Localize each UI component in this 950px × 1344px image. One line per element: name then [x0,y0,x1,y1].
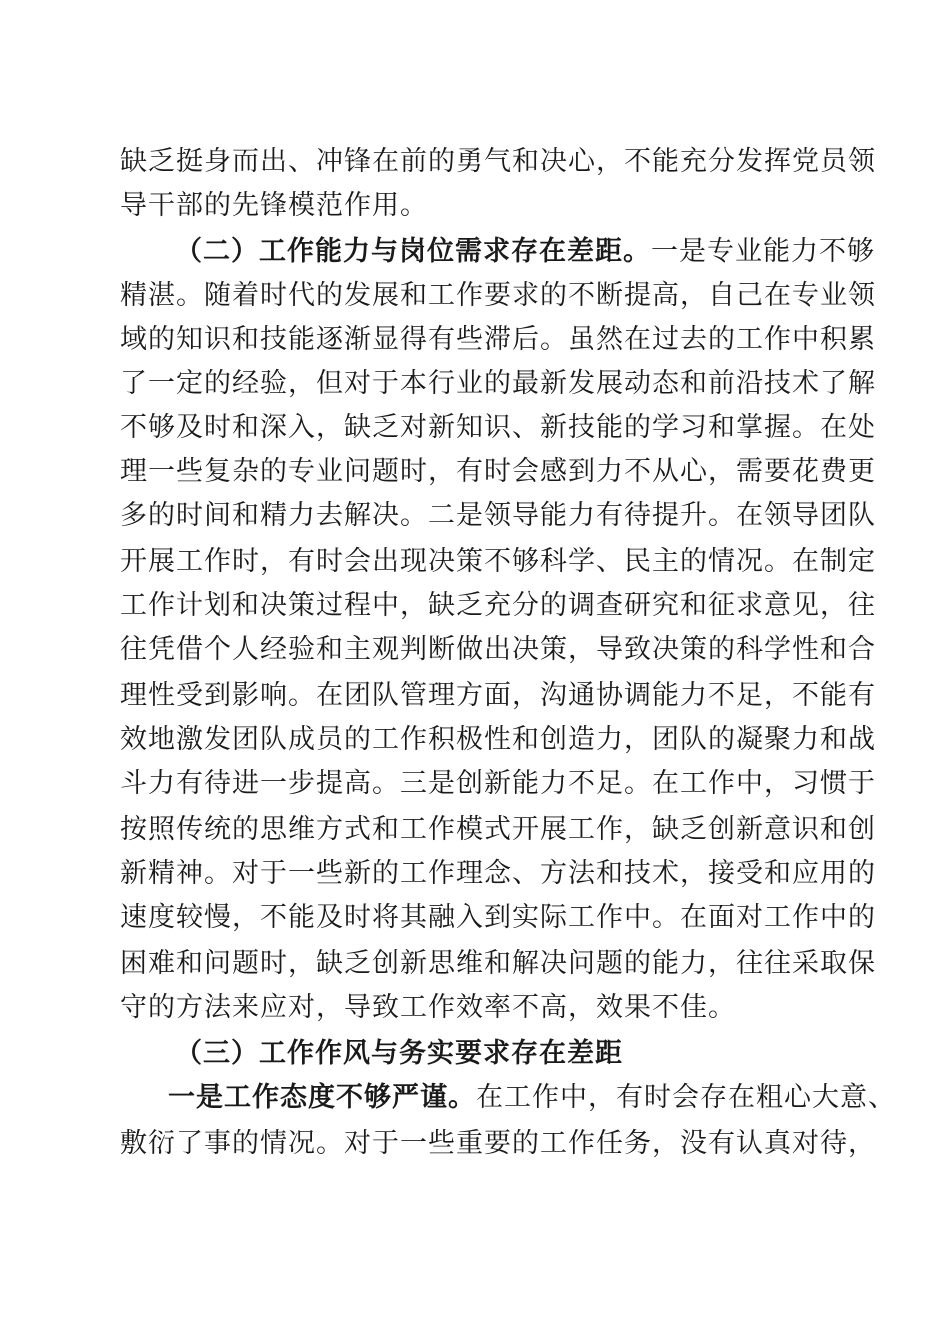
paragraph-line: 了一定的经验，但对于本行业的最新发展动态和前沿技术了解 [120,368,876,399]
paragraph-line: 缺乏挺身而出、冲锋在前的勇气和决心，不能充分发挥党员领 [120,146,876,177]
paragraph-line: 速度较慢，不能及时将其融入到实际工作中。在面对工作中的 [120,902,876,933]
section-2-heading: （二）工作能力与岗位需求存在差距。 [175,236,651,267]
paragraph-line: 理性受到影响。在团队管理方面，沟通协调能力不足，不能有 [120,680,876,711]
paragraph-line: 导干部的先锋模范作用。 [120,190,428,221]
paragraph-line: 不够及时和深入，缺乏对新知识、新技能的学习和掌握。在处 [120,412,876,443]
section-2-lead-text: 一是专业能力不够 [651,236,875,267]
paragraph-line: 新精神。对于一些新的工作理念、方法和技术，接受和应用的 [120,858,876,889]
paragraph-line: 困难和问题时，缺乏创新思维和解决问题的能力，往往采取保 [120,948,876,979]
paragraph-line: 守的方法来应对，导致工作效率不高，效果不佳。 [120,992,736,1023]
paragraph-line: 理一些复杂的专业问题时，有时会感到力不从心，需要花费更 [120,456,876,487]
paragraph-line: 往凭借个人经验和主观判断做出决策，导致决策的科学性和合 [120,634,876,665]
section-3-lead: 一是工作态度不够严谨。 [168,1082,476,1113]
paragraph-line: 精湛。随着时代的发展和工作要求的不断提高，自己在专业领 [120,280,876,311]
paragraph-line: 按照传统的思维方式和工作模式开展工作，缺乏创新意识和创 [120,814,876,845]
section-2-first-line [175,230,875,274]
paragraph-line: 域的知识和技能逐渐显得有些滞后。虽然在过去的工作中积累 [120,324,876,355]
section-3-lead-text: 在工作中，有时会存在粗心大意、 [476,1082,896,1113]
paragraph-line: 多的时间和精力去解决。二是领导能力有待提升。在领导团队 [120,500,876,531]
paragraph-line: 敷衍了事的情况。对于一些重要的工作任务，没有认真对待， [120,1128,876,1159]
paragraph-line: 斗力有待进一步提高。三是创新能力不足。在工作中，习惯于 [120,768,876,799]
section-3-first-line [168,1076,896,1120]
paragraph-line: 效地激发团队成员的工作积极性和创造力，团队的凝聚力和战 [120,724,876,755]
paragraph-line: 工作计划和决策过程中，缺乏充分的调查研究和征求意见，往 [120,590,876,621]
section-3-heading: （三）工作作风与务实要求存在差距 [175,1038,623,1069]
paragraph-line: 开展工作时，有时会出现决策不够科学、民主的情况。在制定 [120,546,876,577]
